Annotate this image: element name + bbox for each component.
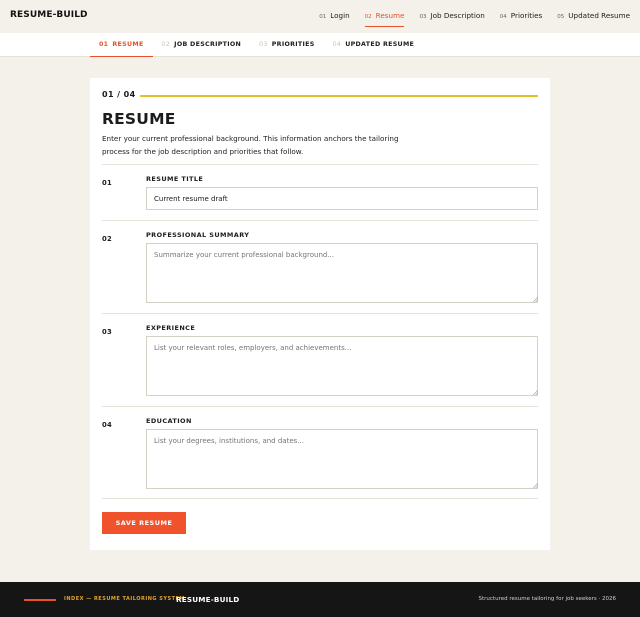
- step-bar: [0, 33, 640, 57]
- field-label: PROFESSIONAL SUMMARY: [146, 231, 250, 239]
- field-label: RESUME TITLE: [146, 175, 204, 183]
- nav-num: 02: [364, 14, 372, 20]
- field-education: [102, 406, 538, 499]
- nav-num: 04: [499, 14, 507, 20]
- nav-label: Resume: [375, 11, 405, 20]
- top-nav: [304, 11, 630, 27]
- nav-label: Updated Resume: [568, 11, 630, 20]
- resize-handle-icon[interactable]: [533, 297, 538, 302]
- save-resume-button[interactable]: SAVE RESUME: [102, 512, 186, 534]
- education-textarea[interactable]: [146, 429, 538, 489]
- nav-link-priorities[interactable]: [500, 11, 543, 27]
- field-label: EXPERIENCE: [146, 324, 196, 332]
- step-tabs: [90, 33, 423, 57]
- step-counter: 01 / 04: [102, 90, 136, 99]
- step-num: 04: [332, 41, 342, 48]
- experience-textarea[interactable]: [146, 336, 538, 396]
- field-resume-title: [102, 164, 538, 220]
- field-number: 03: [102, 328, 113, 336]
- nav-link-resume[interactable]: [365, 11, 405, 27]
- nav-link-job-description[interactable]: [419, 11, 484, 27]
- footer-brand: RESUME-BUILD: [176, 595, 240, 604]
- form-divider: [102, 498, 538, 499]
- brand-logo[interactable]: RESUME-BUILD: [10, 10, 88, 20]
- tab-updated-resume[interactable]: [324, 33, 424, 57]
- intro-text: Enter your current professional background. This information anchors the tailoring process for the job description and priorities that follow.: [102, 134, 399, 156]
- step-num: 03: [259, 41, 268, 48]
- nav-link-updated-resume[interactable]: [557, 11, 630, 27]
- step-num: 02: [161, 41, 171, 48]
- step-label: UPDATED RESUME: [345, 41, 415, 48]
- tab-resume[interactable]: [90, 33, 153, 57]
- field-number: 04: [102, 421, 113, 429]
- footer-accent-line: [24, 599, 56, 601]
- field-experience: [102, 313, 538, 406]
- page-title: RESUME: [102, 110, 176, 128]
- footer-index: INDEX — RESUME TAILORING SYSTEM: [64, 596, 185, 602]
- step-label: PRIORITIES: [271, 41, 315, 48]
- top-header: [0, 0, 640, 33]
- resize-handle-icon[interactable]: [533, 390, 538, 395]
- tab-priorities[interactable]: [250, 33, 323, 57]
- field-number: 01: [102, 179, 113, 187]
- footer-tagline: Structured resume tailoring for job seekers · 2026: [478, 596, 616, 602]
- professional-summary-textarea[interactable]: [146, 243, 538, 303]
- footer: [0, 582, 640, 617]
- nav-label: Priorities: [510, 11, 543, 20]
- resume-title-input[interactable]: [146, 187, 538, 210]
- nav-link-login[interactable]: [319, 11, 349, 27]
- step-label: JOB DESCRIPTION: [174, 41, 242, 48]
- nav-label: Login: [330, 11, 350, 20]
- step-label: RESUME: [112, 41, 144, 48]
- nav-label: Job Description: [430, 11, 485, 20]
- resize-handle-icon[interactable]: [533, 483, 538, 488]
- nav-num: 03: [419, 14, 427, 20]
- field-professional-summary: [102, 220, 538, 313]
- nav-num: 01: [319, 14, 327, 20]
- counter-divider: [140, 95, 538, 97]
- tab-job-description[interactable]: [153, 33, 251, 57]
- field-label: EDUCATION: [146, 417, 192, 425]
- nav-num: 05: [557, 14, 565, 20]
- resume-form-card: [90, 78, 550, 550]
- step-num: 01: [99, 41, 109, 48]
- field-number: 02: [102, 235, 113, 243]
